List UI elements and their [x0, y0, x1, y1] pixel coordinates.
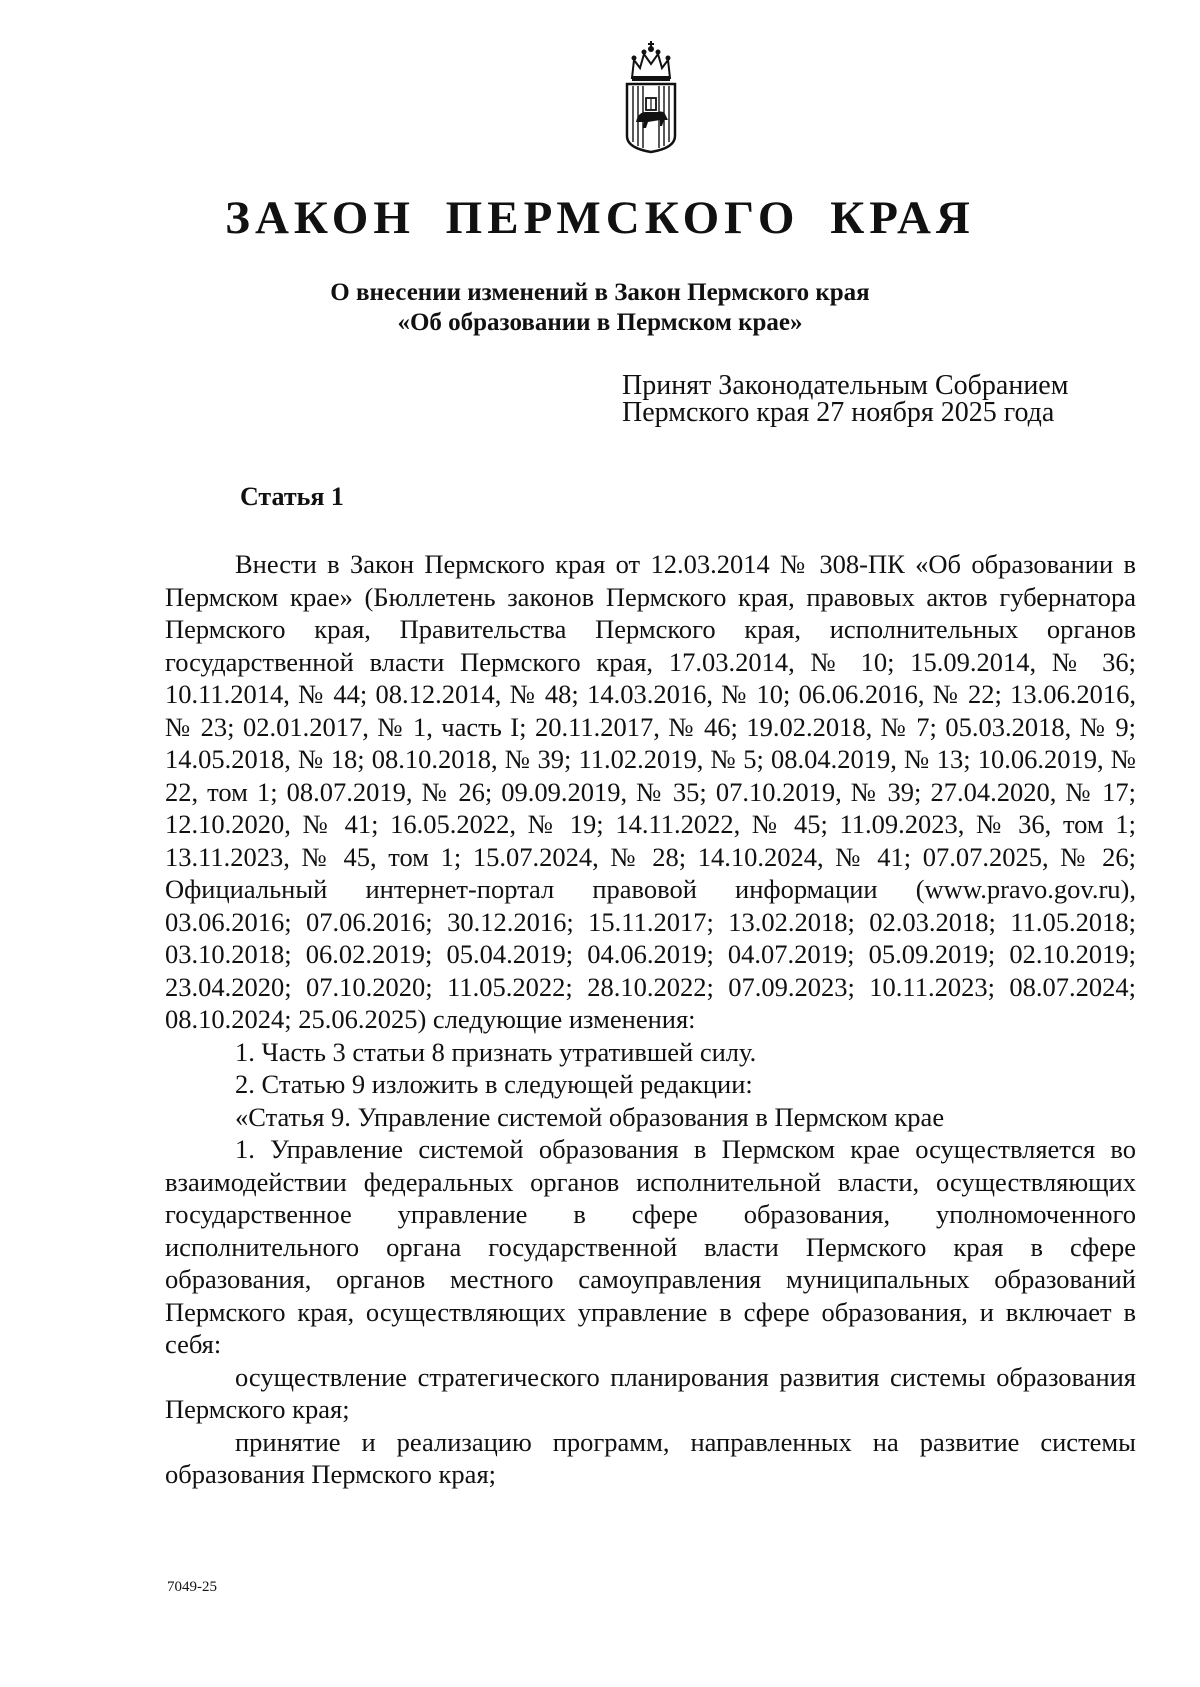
paragraph: Внести в Закон Пермского края от 12.03.2014 № 308-ПК «Об образовании в Пермском крае» (Бюллетень законов Пермского края, правовых актов губернатора Пермского края, Правительства Пермского края, исполнительных органов государственной власти Пермского края, 17.03.2014, № 10; 15.09.2014, № 36; 10.11.2014, № 44; 08.12.2014, № 48; 14.03.2016, № 10; 06.06.2016, № 22; 13.06.2016, № 23; 02.01.2017, № 1, часть I; 20.11.2017, № 46; 19.02.2018, № 7; 05.03.2018, № 9; 14.05.2018, № 18; 08.10.2018, № 39; 11.02.2019, № 5; 08.04.2019, № 13; 10.06.2019, № 22, том 1; 08.07.2019, № 26; 09.09.2019, № 35; 07.10.2019, № 39; 27.04.2020, № 17; 12.10.2020, № 41; 16.05.2022, № 19; 14.11.2022, № 45; 11.09.2023, № 36, том 1; 13.11.2023, № 45, том 1; 15.07.2024, № 28; 14.10.2024, № 41; 07.07.2025, № 26; Официальный интернет-портал правовой информации (www.pravo.gov.ru), 03.06.2016; 07.06.2016; 30.12.2016; 15.11.2017; 13.02.2018; 02.03.2018; 11.05.2018; 03.10.2018; 06.02.2019; 05.04.2019; 04.06.2019; 04.07.2019; 05.09.2019; 02.10.2019; 23.04.2020; 07.10.2020; 11.05.2022; 28.10.2022; 07.09.2023; 10.11.2023; 08.07.2024; 08.10.2024; 25.06.2025) следующие изменения: [165, 549, 1136, 1034]
law-subtitle [0, 278, 1200, 338]
document-code: 7049-25 [167, 1579, 217, 1595]
paragraph: 1. Управление системой образования в Пермском крае осуществляется во взаимодействии федеральных органов исполнительной власти, осуществляющих государственное управление в сфере образования, уполномоченного исполнительного органа государственной власти Пермского края в сфере образования, органов местного самоуправления муниципальных образований Пермского края, осуществляющих управление в сфере образования, и включает в себя: [165, 1134, 1136, 1359]
adoption-note-line: Пермского края 27 ноября 2025 года [622, 397, 1055, 428]
law-title: ЗАКОН ПЕРМСКОГО КРАЯ [225, 192, 975, 244]
article-body [165, 548, 1136, 1491]
subtitle-line: О внесении изменений в Закон Пермского края [330, 279, 870, 306]
coat-of-arms-emblem [624, 40, 678, 154]
paragraph: принятие и реализацию программ, направленных на развитие системы образования Пермского края; [165, 1426, 1136, 1489]
paragraph: «Статья 9. Управление системой образования в Пермском крае [235, 1101, 945, 1132]
paragraph: осуществление стратегического планирования развития системы образования Пермского края; [165, 1361, 1136, 1424]
adoption-note-line: Принят Законодательным Собранием [622, 370, 1069, 401]
article-heading: Статья 1 [240, 482, 344, 511]
adoption-note [622, 372, 1068, 426]
subtitle-line: «Об образовании в Пермском крае» [397, 309, 803, 336]
paragraph: 1. Часть 3 статьи 8 признать утратившей силу. [235, 1036, 757, 1067]
paragraph: 2. Статью 9 изложить в следующей редакции: [235, 1069, 753, 1099]
